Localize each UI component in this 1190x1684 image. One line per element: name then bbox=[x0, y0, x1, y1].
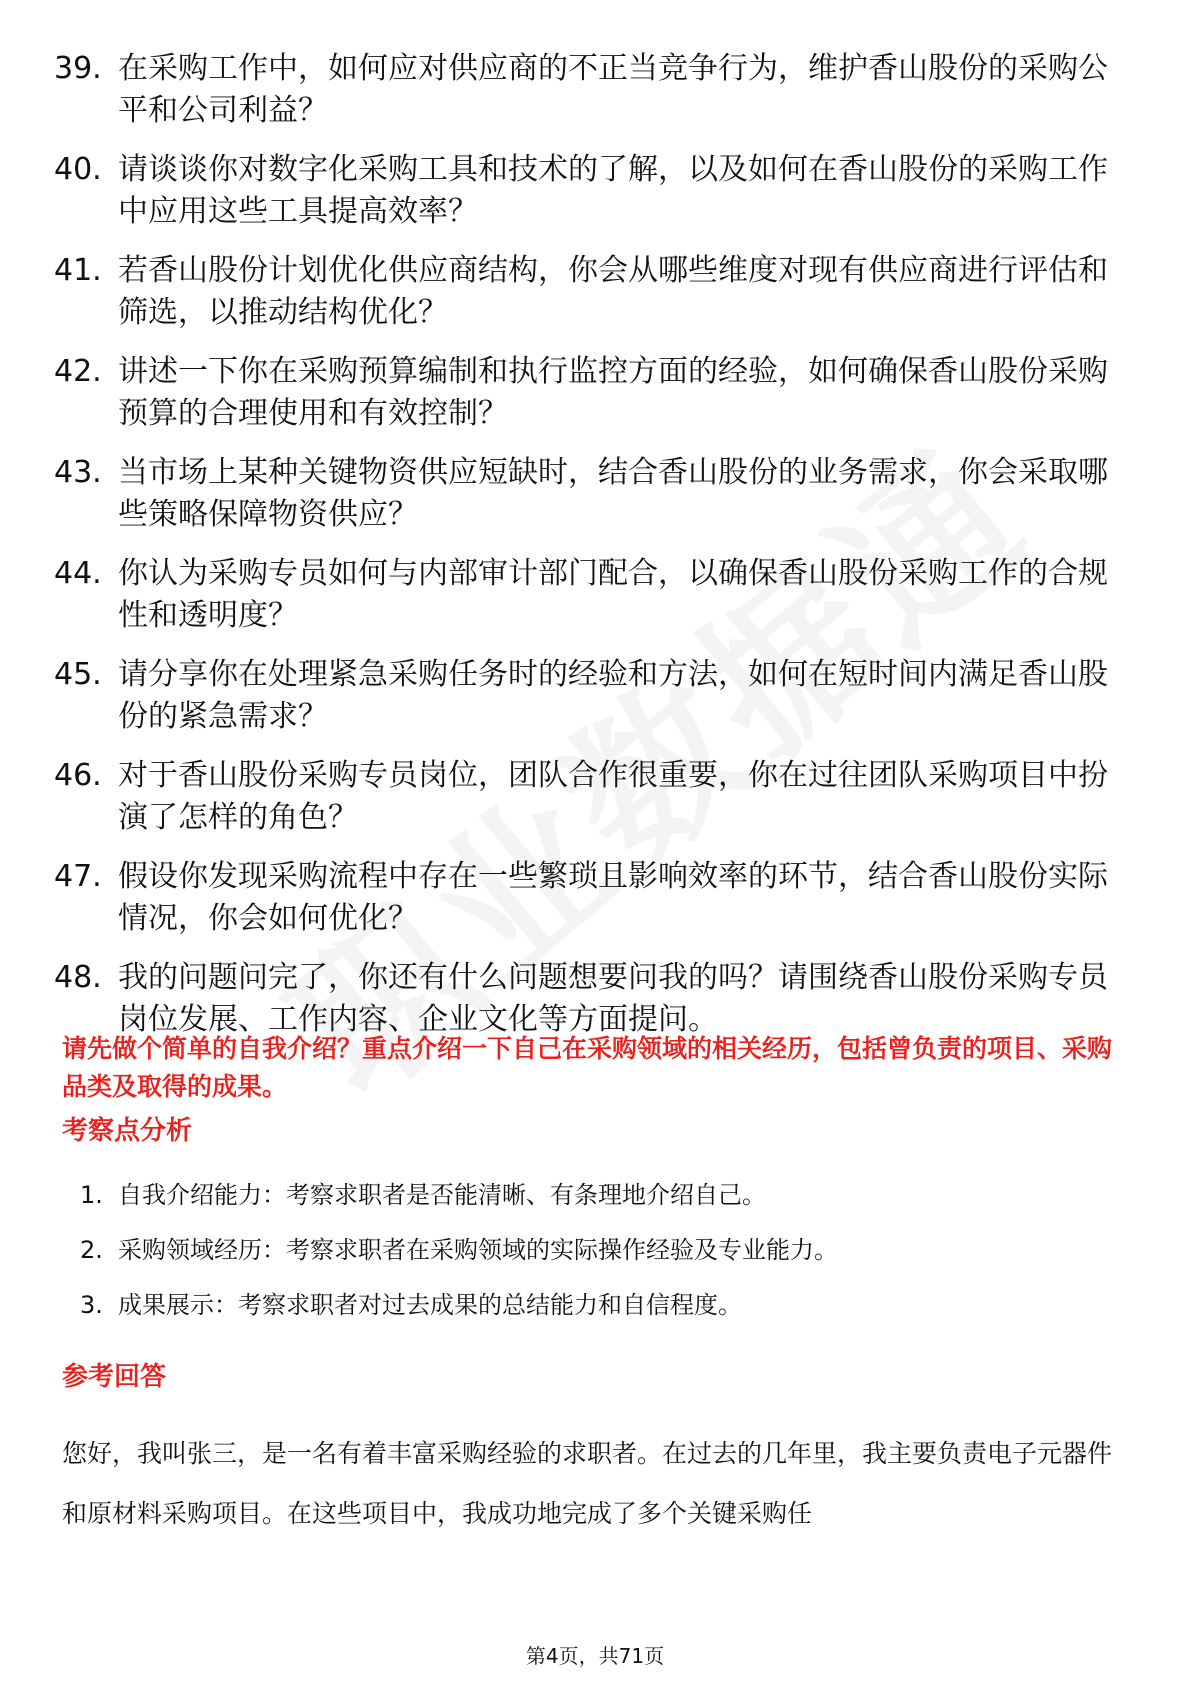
analysis-point bbox=[80, 1176, 1120, 1214]
analysis-points bbox=[80, 1176, 1120, 1341]
question-item bbox=[54, 149, 1134, 233]
question-text: 在采购工作中，如何应对供应商的不正当竞争行为，维护香山股份的采购公平和公司利益？ bbox=[118, 51, 1108, 128]
reference-heading: 参考回答 bbox=[62, 1362, 167, 1392]
reference-answer: 您好，我叫张三，是一名有着丰富采购经验的求职者。在过去的几年里，我主要负责电子元器件和原材料采购项目。在这些项目中，我成功地完成了多个关键采购任 bbox=[62, 1439, 1113, 1528]
analysis-point-number: 2. bbox=[80, 1236, 103, 1264]
question-text: 请分享你在处理紧急采购任务时的经验和方法，如何在短时间内满足香山股份的紧急需求？ bbox=[118, 657, 1108, 734]
featured-question: 请先做个简单的自我介绍？重点介绍一下自己在采购领域的相关经历，包括曾负责的项目、采购品类及取得的成果。 bbox=[62, 1034, 1113, 1101]
question-text: 若香山股份计划优化供应商结构，你会从哪些维度对现有供应商进行评估和筛选，以推动结构优化？ bbox=[118, 253, 1108, 330]
analysis-point-number: 3. bbox=[80, 1291, 103, 1319]
question-item bbox=[54, 755, 1134, 839]
question-number: 43. bbox=[54, 455, 102, 490]
analysis-heading: 考察点分析 bbox=[62, 1116, 193, 1146]
question-text: 你认为采购专员如何与内部审计部门配合，以确保香山股份采购工作的合规性和透明度？ bbox=[118, 556, 1108, 633]
question-number: 46. bbox=[54, 758, 102, 793]
question-text: 我的问题问完了，你还有什么问题想要问我的吗？请围绕香山股份采购专员岗位发展、工作内容、企业文化等方面提问。 bbox=[118, 960, 1108, 1037]
question-number: 42. bbox=[54, 354, 102, 389]
question-number: 48. bbox=[54, 960, 102, 995]
page-number: 第4页，共71页 bbox=[525, 1644, 665, 1668]
question-number: 47. bbox=[54, 859, 102, 894]
question-number: 40. bbox=[54, 152, 102, 187]
question-number: 45. bbox=[54, 657, 102, 692]
question-text: 讲述一下你在采购预算编制和执行监控方面的经验，如何确保香山股份采购预算的合理使用和有效控制？ bbox=[118, 354, 1108, 431]
question-item bbox=[54, 452, 1134, 536]
question-text: 对于香山股份采购专员岗位，团队合作很重要，你在过往团队采购项目中扮演了怎样的角色？ bbox=[118, 758, 1108, 835]
question-text: 假设你发现采购流程中存在一些繁琐且影响效率的环节，结合香山股份实际情况，你会如何优化？ bbox=[118, 859, 1108, 936]
question-text: 请谈谈你对数字化采购工具和技术的了解，以及如何在香山股份的采购工作中应用这些工具提高效率？ bbox=[118, 152, 1108, 229]
question-number: 41. bbox=[54, 253, 102, 288]
question-item bbox=[54, 48, 1134, 132]
analysis-point-text: 成果展示：考察求职者对过去成果的总结能力和自信程度。 bbox=[118, 1291, 742, 1319]
question-item bbox=[54, 351, 1134, 435]
question-list bbox=[54, 48, 1134, 1058]
question-item bbox=[54, 957, 1134, 1041]
question-item bbox=[54, 250, 1134, 334]
analysis-point bbox=[80, 1286, 1120, 1324]
analysis-point-text: 采购领域经历：考察求职者在采购领域的实际操作经验及专业能力。 bbox=[118, 1236, 838, 1264]
question-text: 当市场上某种关键物资供应短缺时，结合香山股份的业务需求，你会采取哪些策略保障物资供应？ bbox=[118, 455, 1108, 532]
question-item bbox=[54, 553, 1134, 637]
question-item bbox=[54, 856, 1134, 940]
analysis-point bbox=[80, 1231, 1120, 1269]
question-item bbox=[54, 654, 1134, 738]
question-number: 39. bbox=[54, 51, 102, 86]
analysis-point-text: 自我介绍能力：考察求职者是否能清晰、有条理地介绍自己。 bbox=[118, 1181, 766, 1209]
question-number: 44. bbox=[54, 556, 102, 591]
analysis-point-number: 1. bbox=[80, 1181, 103, 1209]
